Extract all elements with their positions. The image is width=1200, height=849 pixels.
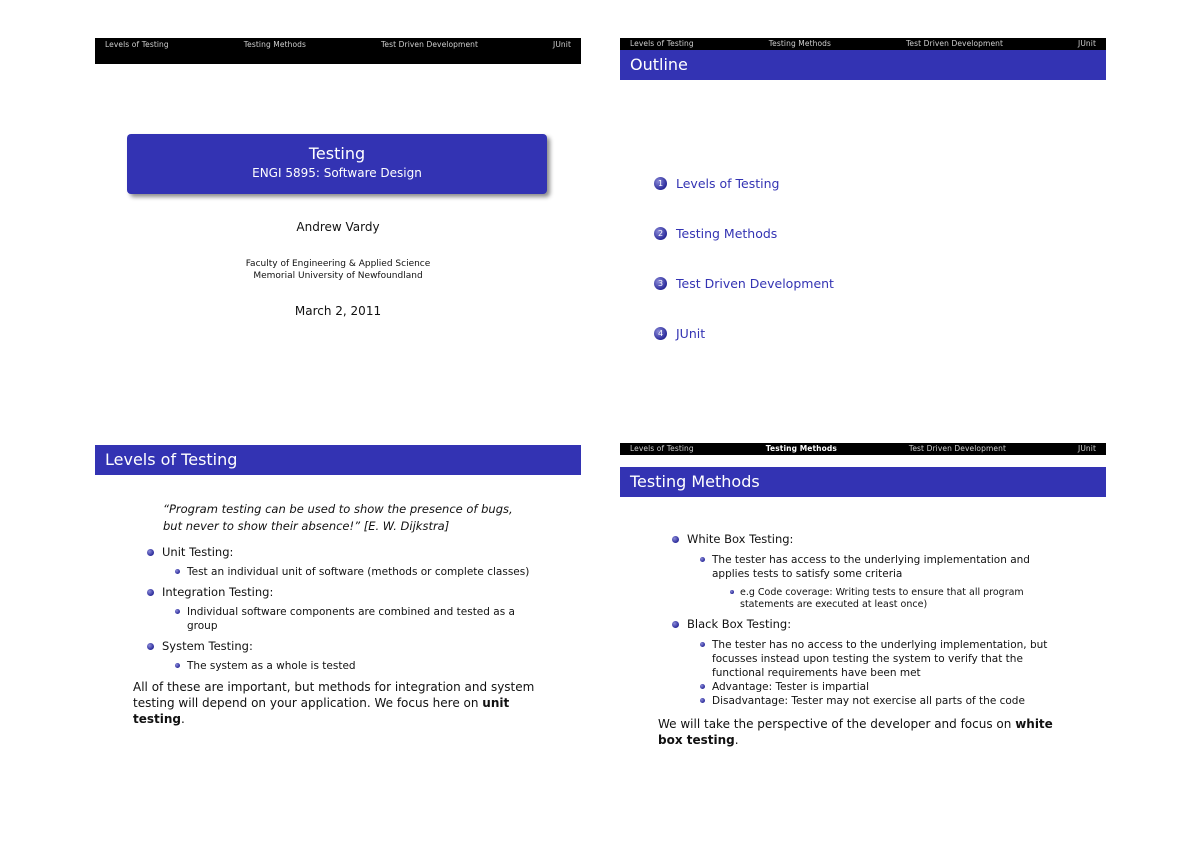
sub-bullet-text: Individual software components are combined and tested as a group [187,606,515,632]
bullet-text: System Testing: [162,639,253,653]
bullet-text: Integration Testing: [162,585,274,599]
outline-item[interactable] [654,258,834,308]
sub-bullet-text: Disadvantage: Tester may not exercise all parts of the code [712,695,1025,707]
institution-line-2: Memorial University of Newfoundland [253,271,423,281]
bullet-icon [672,621,679,628]
nav-bar [620,443,1106,455]
outline-item[interactable] [654,308,834,358]
nav-methods[interactable]: Testing Methods [243,40,307,49]
presentation-title: Testing [308,144,366,163]
frame-title: Testing Methods [620,467,1106,497]
frame-title: Outline [620,50,1106,80]
bullet-item [147,639,561,654]
sub-sub-bullet-text: e.g Code coverage: Writing tests to ensure that all program statements are executed at least once) [740,587,1024,610]
bullet-icon [147,643,154,650]
outline-item[interactable] [654,208,834,258]
bullet-icon [175,663,180,668]
summary-end: . [734,733,739,747]
nav-levels[interactable]: Levels of Testing [105,40,169,49]
bullet-icon [730,590,734,594]
nav-methods[interactable]: Testing Methods [765,444,837,453]
bullet-text: Black Box Testing: [687,617,792,631]
bullet-icon [147,549,154,556]
bullet-item [672,617,1086,632]
bullet-item [672,532,1086,547]
outline-list [654,158,834,358]
presentation-subtitle: ENGI 5895: Software Design [252,166,422,180]
nav-bar [95,38,581,64]
bullet-icon [700,557,705,562]
levels-slide [95,443,581,805]
title-slide [95,38,581,400]
summary-paragraph [133,679,541,727]
outline-item-label: Test Driven Development [676,275,834,291]
outline-item-label: Levels of Testing [676,175,780,191]
outline-item[interactable] [654,158,834,208]
bullet-icon [700,684,705,689]
bullet-icon [147,589,154,596]
summary-bold: white box testing [658,717,1053,747]
bullet-item [147,585,561,600]
date: March 2, 2011 [294,304,382,318]
bullet-icon [672,536,679,543]
bullet-icon [175,609,180,614]
number-ball-icon: 1 [654,177,667,190]
sub-sub-bullet-item [730,587,1066,611]
nav-junit[interactable]: JUnit [1078,444,1096,453]
methods-slide [620,443,1106,805]
nav-tdd[interactable]: Test Driven Development [380,40,479,49]
number-ball-icon: 4 [654,327,667,340]
bullet-icon [175,569,180,574]
bullet-item [147,545,561,560]
sub-bullet-text: The tester has no access to the underlying implementation, but focusses instead upon testing the system to verify that the functional requirements have been met [712,639,1048,679]
summary-bold: unit testing [133,696,510,726]
frame-title: Levels of Testing [95,445,581,475]
nav-junit[interactable]: JUnit [553,40,571,49]
dijkstra-quote: “Program testing can be used to show the presence of bugs, but never to show their absence!” [E. W. Dijkstra] [163,502,513,533]
bullet-icon [700,698,705,703]
author: Andrew Vardy [296,220,380,234]
title-box [127,134,547,194]
number-ball-icon: 3 [654,277,667,290]
sub-bullet-text: The system as a whole is tested [187,660,356,672]
sub-bullet-item [175,565,541,579]
sub-bullet-item [175,659,541,673]
sub-bullet-text: Advantage: Tester is impartial [712,681,869,693]
sub-bullet-item [700,553,1066,581]
nav-bar [620,38,1106,50]
bullet-text: White Box Testing: [687,532,794,546]
outline-item-label: JUnit [676,325,706,341]
sub-bullet-text: Test an individual unit of software (methods or complete classes) [187,566,530,578]
summary-text: We will take the perspective of the developer and focus on [658,717,1016,731]
nav-methods[interactable]: Testing Methods [768,39,832,48]
bullet-text: Unit Testing: [162,545,234,559]
nav-junit[interactable]: JUnit [1078,39,1096,48]
summary-end: . [181,712,185,726]
nav-tdd[interactable]: Test Driven Development [908,444,1006,453]
outline-item-label: Testing Methods [676,225,778,241]
nav-tdd[interactable]: Test Driven Development [905,39,1004,48]
institution-line-1: Faculty of Engineering & Applied Science [245,259,431,269]
slide-content [620,532,1106,748]
summary-paragraph [658,716,1066,748]
nav-levels[interactable]: Levels of Testing [630,39,694,48]
outline-slide [620,38,1106,400]
sub-bullet-item [700,638,1066,680]
sub-bullet-item [700,694,1066,708]
institution [95,258,581,282]
nav-levels[interactable]: Levels of Testing [630,444,694,453]
summary-text: All of these are important, but methods for integration and system testing will depend on your application. We focus here on [133,680,535,710]
slide-content [95,501,581,727]
bullet-icon [700,642,705,647]
sub-bullet-item [700,680,1066,694]
sub-bullet-text: The tester has access to the underlying implementation and applies tests to satisfy some criteria [712,554,1030,580]
sub-bullet-item [175,605,541,633]
number-ball-icon: 2 [654,227,667,240]
